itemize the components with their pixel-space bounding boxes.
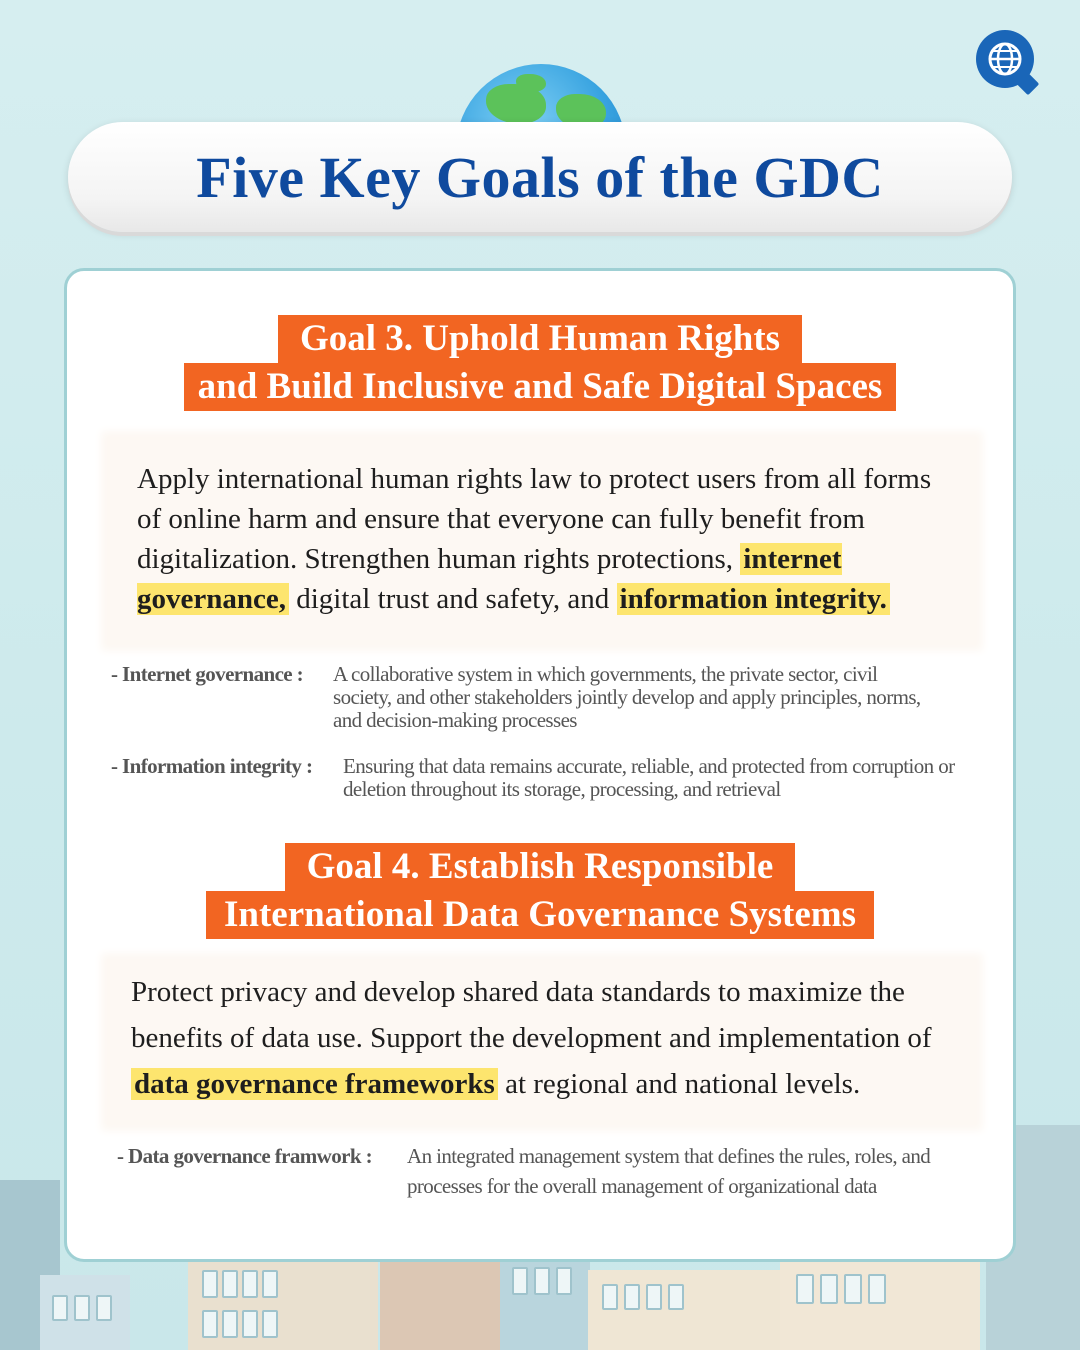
goal-3-description-text: Apply international human rights law to protect users from all forms of online harm and ensure that everyone can fully benefit from digitalization. Strengthen human rights protections,	[137, 463, 932, 575]
goal-4-description-text: at regional and national levels.	[497, 1068, 861, 1100]
definition-text: A collaborative system in which governments, the private sector, civil society, and other stakeholders jointly develop and apply principles, norms, and decision-making processes	[333, 662, 921, 732]
goal-4-description	[107, 959, 977, 1125]
definition-information-integrity	[111, 755, 971, 803]
building	[380, 1255, 500, 1350]
definition-text: An integrated management system that defines the rules, roles, and processes for the overall management of organizational data	[407, 1144, 931, 1198]
content-card	[64, 268, 1016, 1262]
highlight-information-integrity: information integrity.	[617, 583, 890, 615]
page-title: Five Key Goals of the GDC	[196, 144, 884, 210]
globe-chat-icon	[976, 30, 1034, 88]
highlight-internet-governance: internet governance,	[137, 543, 842, 615]
definition-text: Ensuring that data remains accurate, reliable, and protected from corruption or deletion throughout its storage, processing, and retrieval	[343, 754, 955, 801]
goal-3-title-line-2: and Build Inclusive and Safe Digital Spaces	[184, 363, 897, 411]
goal-3-title-line-1: Goal 3. Uphold Human Rights	[278, 315, 802, 363]
definition-term: - Data governance framwork :	[117, 1144, 372, 1168]
building	[588, 1270, 788, 1350]
definition-term: - Information integrity :	[111, 754, 313, 778]
building	[188, 1260, 378, 1350]
goal-3-heading	[67, 315, 1013, 411]
goal-3-description	[107, 437, 977, 645]
goal-3-description-text: digital trust and safety, and	[289, 583, 617, 615]
definition-internet-governance	[111, 663, 971, 735]
building	[780, 1260, 980, 1350]
goal-4-description-text: Protect privacy and develop shared data standards to maximize the benefits of data use. Support the development and implementation of	[131, 976, 932, 1054]
goal-4-title-line-2: International Data Governance Systems	[206, 891, 874, 939]
goal-4-title-line-1: Goal 4. Establish Responsible	[285, 843, 796, 891]
definition-term: - Internet governance :	[111, 662, 304, 686]
definition-data-governance-framework	[117, 1141, 977, 1201]
goal-4-heading	[67, 843, 1013, 939]
title-banner	[68, 122, 1012, 232]
building	[500, 1255, 590, 1350]
highlight-data-governance-frameworks: data governance frameworks	[131, 1068, 498, 1100]
building	[40, 1275, 130, 1350]
